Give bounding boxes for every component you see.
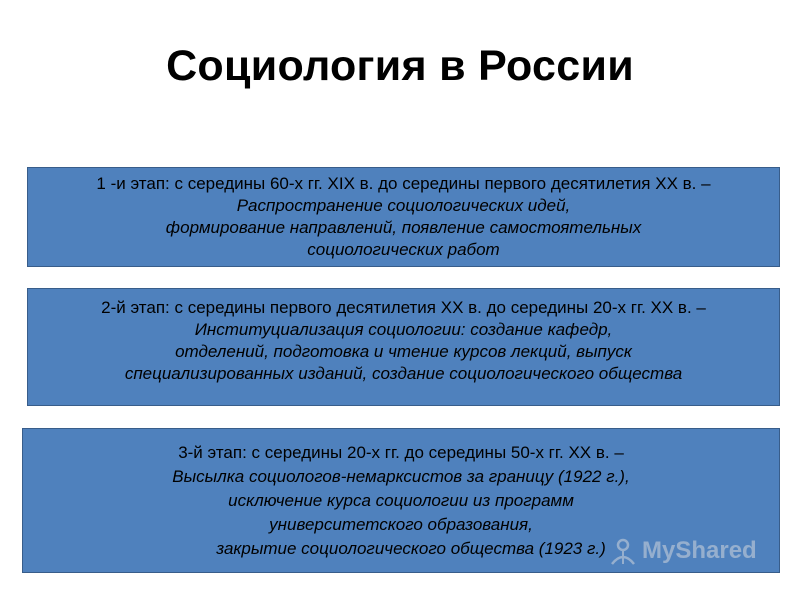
stage-2-heading: 2-й этап: с середины первого десятилетия XX в. до середины 20-х гг. XX в. –	[101, 298, 706, 317]
stage-3-line-1: Высылка социологов-немарксистов за границу (1922 г.),	[172, 467, 630, 486]
stage-2-line-2: отделений, подготовка и чтение курсов лекций, выпуск	[175, 342, 632, 361]
stage-3-line-2: исключение курса социологии из программ	[228, 491, 574, 510]
stage-3-line-4: закрытие социологического общества (1923 г.)	[216, 539, 606, 558]
stage-1-heading: 1 -и этап: с середины 60-х гг. XIX в. до середины первого десятилетия ХХ в. –	[96, 174, 711, 193]
stage-3-line-3: университетского образования,	[269, 515, 533, 534]
stage-1-line-1: Распространение социологических идей,	[236, 196, 571, 215]
slide-title: Социология в России	[166, 42, 634, 90]
stage-2-line-3: специализированных изданий, создание социологического общества	[124, 364, 683, 383]
stage-1-line-3: социологических работ	[307, 240, 500, 259]
stage-3-box	[22, 428, 780, 573]
stage-1-line-2: формирование направлений, появление самостоятельных	[165, 218, 642, 237]
stage-2-line-1: Институциализация социологии: создание кафедр,	[194, 320, 613, 339]
stage-1-box	[27, 167, 780, 267]
watermark-text: MyShared	[642, 537, 757, 564]
stage-2-box	[27, 288, 780, 406]
stage-3-heading: 3-й этап: с середины 20-х гг. до середины 50-х гг. XX в. –	[178, 443, 624, 462]
